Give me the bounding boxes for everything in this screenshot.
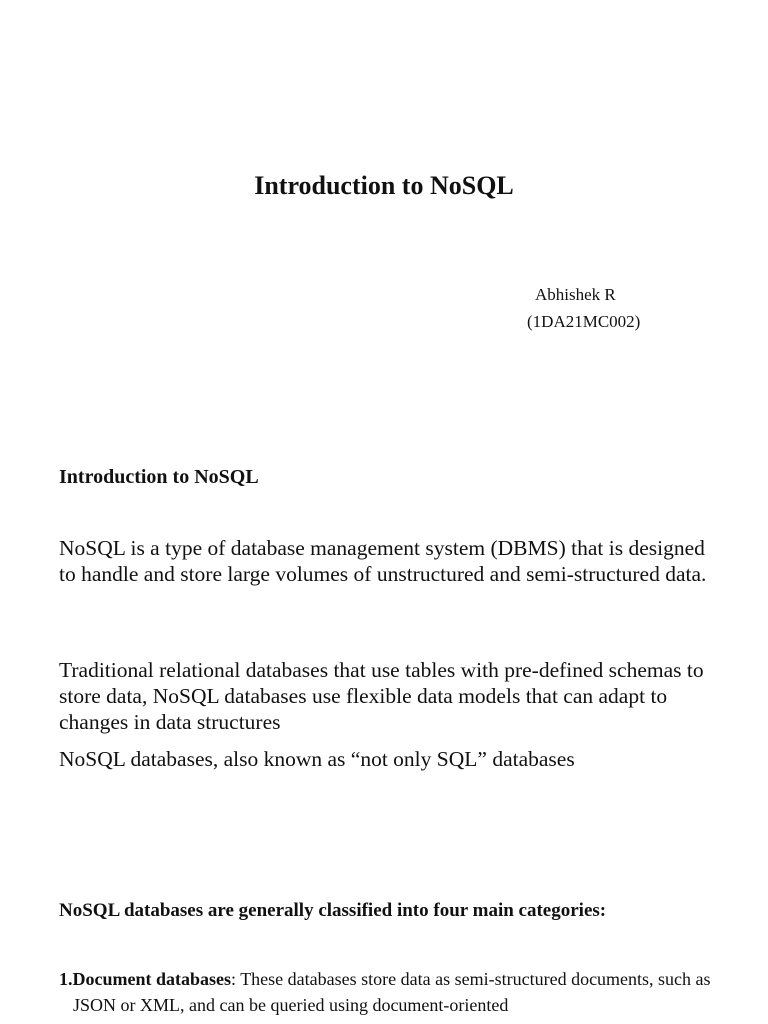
category-description: : These databases store data as semi-structured documents, such as JSON or XML, and can be queried using document-oriented [73, 969, 711, 1015]
section-heading: Introduction to NoSQL [59, 466, 259, 488]
category-list-item [59, 966, 733, 1018]
author-id: (1DA21MC002) [527, 312, 641, 331]
categories-heading: NoSQL databases are generally classified into four main categories: [59, 900, 607, 921]
paragraph-comparison: Traditional relational databases that use tables with pre-defined schemas to store data, NoSQL databases use flexible data models that can adapt to changes in data structures [59, 658, 704, 734]
paragraph-definition: NoSQL is a type of database management system (DBMS) that is designed to handle and store large volumes of unstructured and semi-structured data. [59, 536, 707, 586]
document-title: Introduction to NoSQL [254, 171, 514, 200]
paragraph-also-known-as: NoSQL databases, also known as “not only SQL” databases [59, 747, 575, 771]
author-name: Abhishek R [535, 285, 616, 304]
category-term: Document databases [72, 969, 232, 989]
category-number: 1. [59, 969, 73, 989]
